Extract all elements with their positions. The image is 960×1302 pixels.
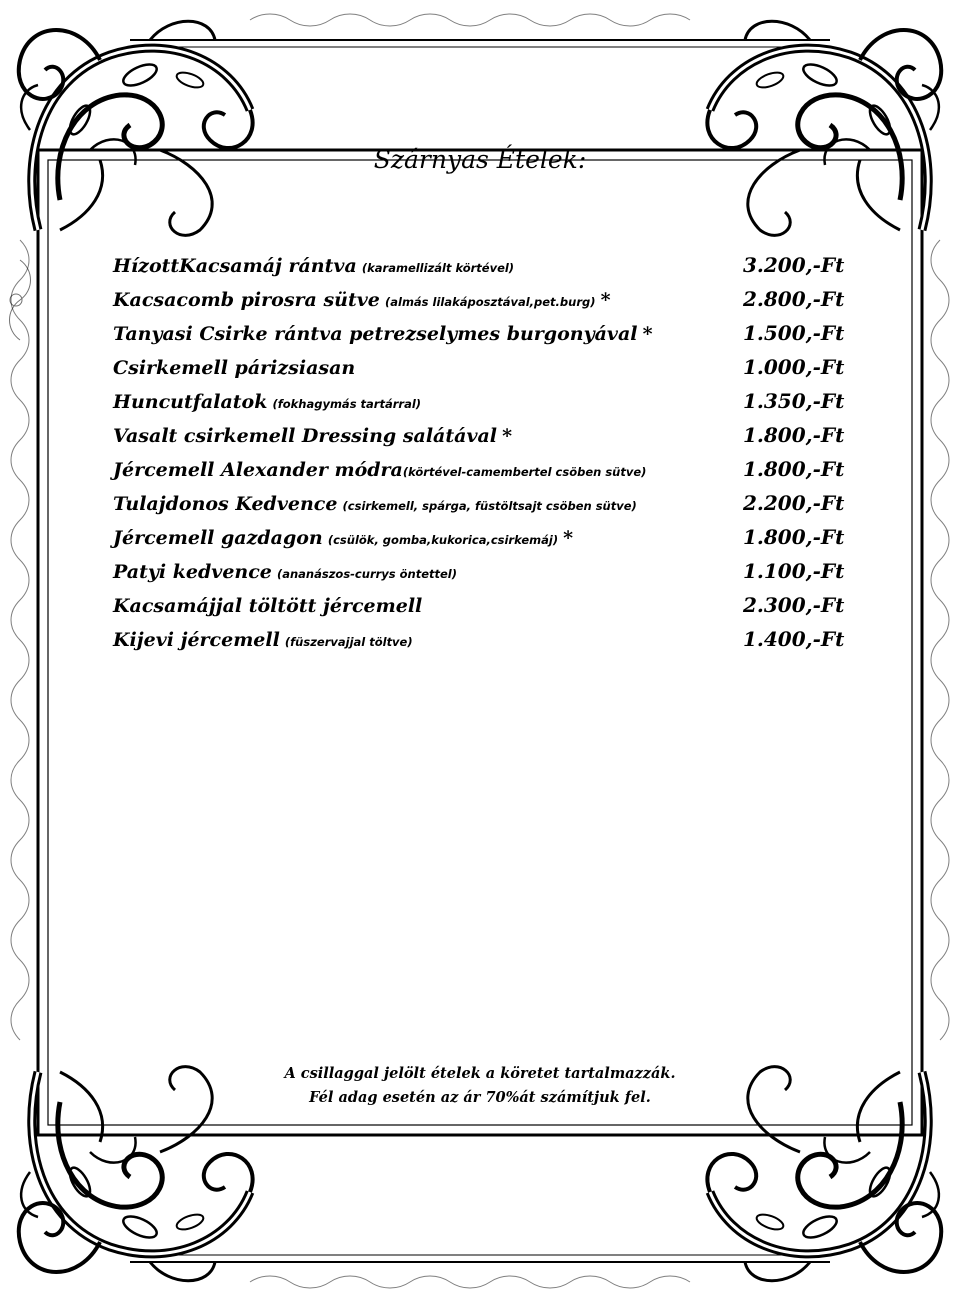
menu-item xyxy=(113,486,853,520)
item-note: (ananászos-currys öntettel) xyxy=(276,567,458,581)
menu-item xyxy=(113,384,853,418)
menu-item-text xyxy=(113,385,421,421)
item-name: Jércemell Alexander módra xyxy=(113,459,403,481)
menu-item-text xyxy=(113,317,653,353)
item-name: HízottKacsamáj rántva xyxy=(113,255,357,277)
menu-item-text xyxy=(113,351,355,387)
item-name: Patyi kedvence xyxy=(113,561,272,583)
item-note: (csirkemell, spárga, füstöltsajt csöben sütve) xyxy=(342,499,637,513)
item-price: 1.350,-Ft xyxy=(743,389,845,413)
item-price: 1.100,-Ft xyxy=(743,559,845,583)
menu-item xyxy=(113,282,853,316)
item-name: Huncutfalatok xyxy=(113,391,268,413)
menu-title: Szárnyas Ételek: xyxy=(373,145,587,174)
item-price: 1.000,-Ft xyxy=(743,355,845,379)
menu-item xyxy=(113,350,853,384)
item-price: 1.500,-Ft xyxy=(743,321,845,345)
item-name: Tulajdonos Kedvence xyxy=(113,493,338,515)
side-dish-star: * xyxy=(642,323,653,345)
item-note: (körtével-camembertel csöben sütve) xyxy=(402,465,647,479)
item-price: 2.200,-Ft xyxy=(743,491,845,515)
item-price: 1.400,-Ft xyxy=(743,627,845,651)
item-note: (füszervajjal töltve) xyxy=(284,635,413,649)
menu-item xyxy=(113,588,853,622)
item-note: (karamellizált körtével) xyxy=(361,261,515,275)
item-name: Kijevi jércemell xyxy=(113,629,280,651)
menu-item xyxy=(113,452,853,486)
item-name: Csirkemell párizsiasan xyxy=(113,357,356,379)
menu-item-text xyxy=(113,521,573,557)
menu-footer xyxy=(0,1062,960,1110)
menu-item-text xyxy=(113,249,514,285)
menu-item-text xyxy=(113,623,413,659)
menu-item-text xyxy=(113,453,646,489)
menu-item-text xyxy=(113,589,422,625)
item-name: Tanyasi Csirke rántva petrezselymes burgonyával xyxy=(113,323,638,345)
menu-item-text xyxy=(113,555,457,591)
side-dish-star: * xyxy=(563,527,574,549)
menu-items xyxy=(113,248,853,656)
menu-item xyxy=(113,316,853,350)
item-price: 1.800,-Ft xyxy=(743,423,845,447)
side-dish-star: * xyxy=(600,289,611,311)
footer-note-star: A csillaggal jelölt ételek a köretet tartalmazzák. xyxy=(284,1065,676,1082)
menu-item-text xyxy=(113,283,611,319)
item-price: 1.800,-Ft xyxy=(743,525,845,549)
menu-item xyxy=(113,554,853,588)
item-note: (csülök, gomba,kukorica,csirkemáj) xyxy=(327,533,559,547)
item-note: (fokhagymás tartárral) xyxy=(272,397,422,411)
item-name: Jércemell gazdagon xyxy=(113,527,323,549)
item-name: Kacsacomb pirosra sütve xyxy=(113,289,380,311)
item-price: 2.300,-Ft xyxy=(743,593,845,617)
item-name: Kacsamájjal töltött jércemell xyxy=(113,595,423,617)
footer-note-half-portion: Fél adag esetén az ár 70%át számítjuk fel. xyxy=(309,1089,651,1106)
side-dish-star: * xyxy=(502,425,513,447)
menu-item-text xyxy=(113,487,637,523)
menu-item xyxy=(113,520,853,554)
item-name: Vasalt csirkemell Dressing salátával xyxy=(113,425,498,447)
item-price: 3.200,-Ft xyxy=(743,253,845,277)
menu-item-text xyxy=(113,419,512,455)
menu-item xyxy=(113,248,853,282)
item-price: 1.800,-Ft xyxy=(743,457,845,481)
item-price: 2.800,-Ft xyxy=(743,287,845,311)
menu-item xyxy=(113,622,853,656)
menu-item xyxy=(113,418,853,452)
item-note: (almás lilakáposztával,pet.burg) xyxy=(384,295,596,309)
